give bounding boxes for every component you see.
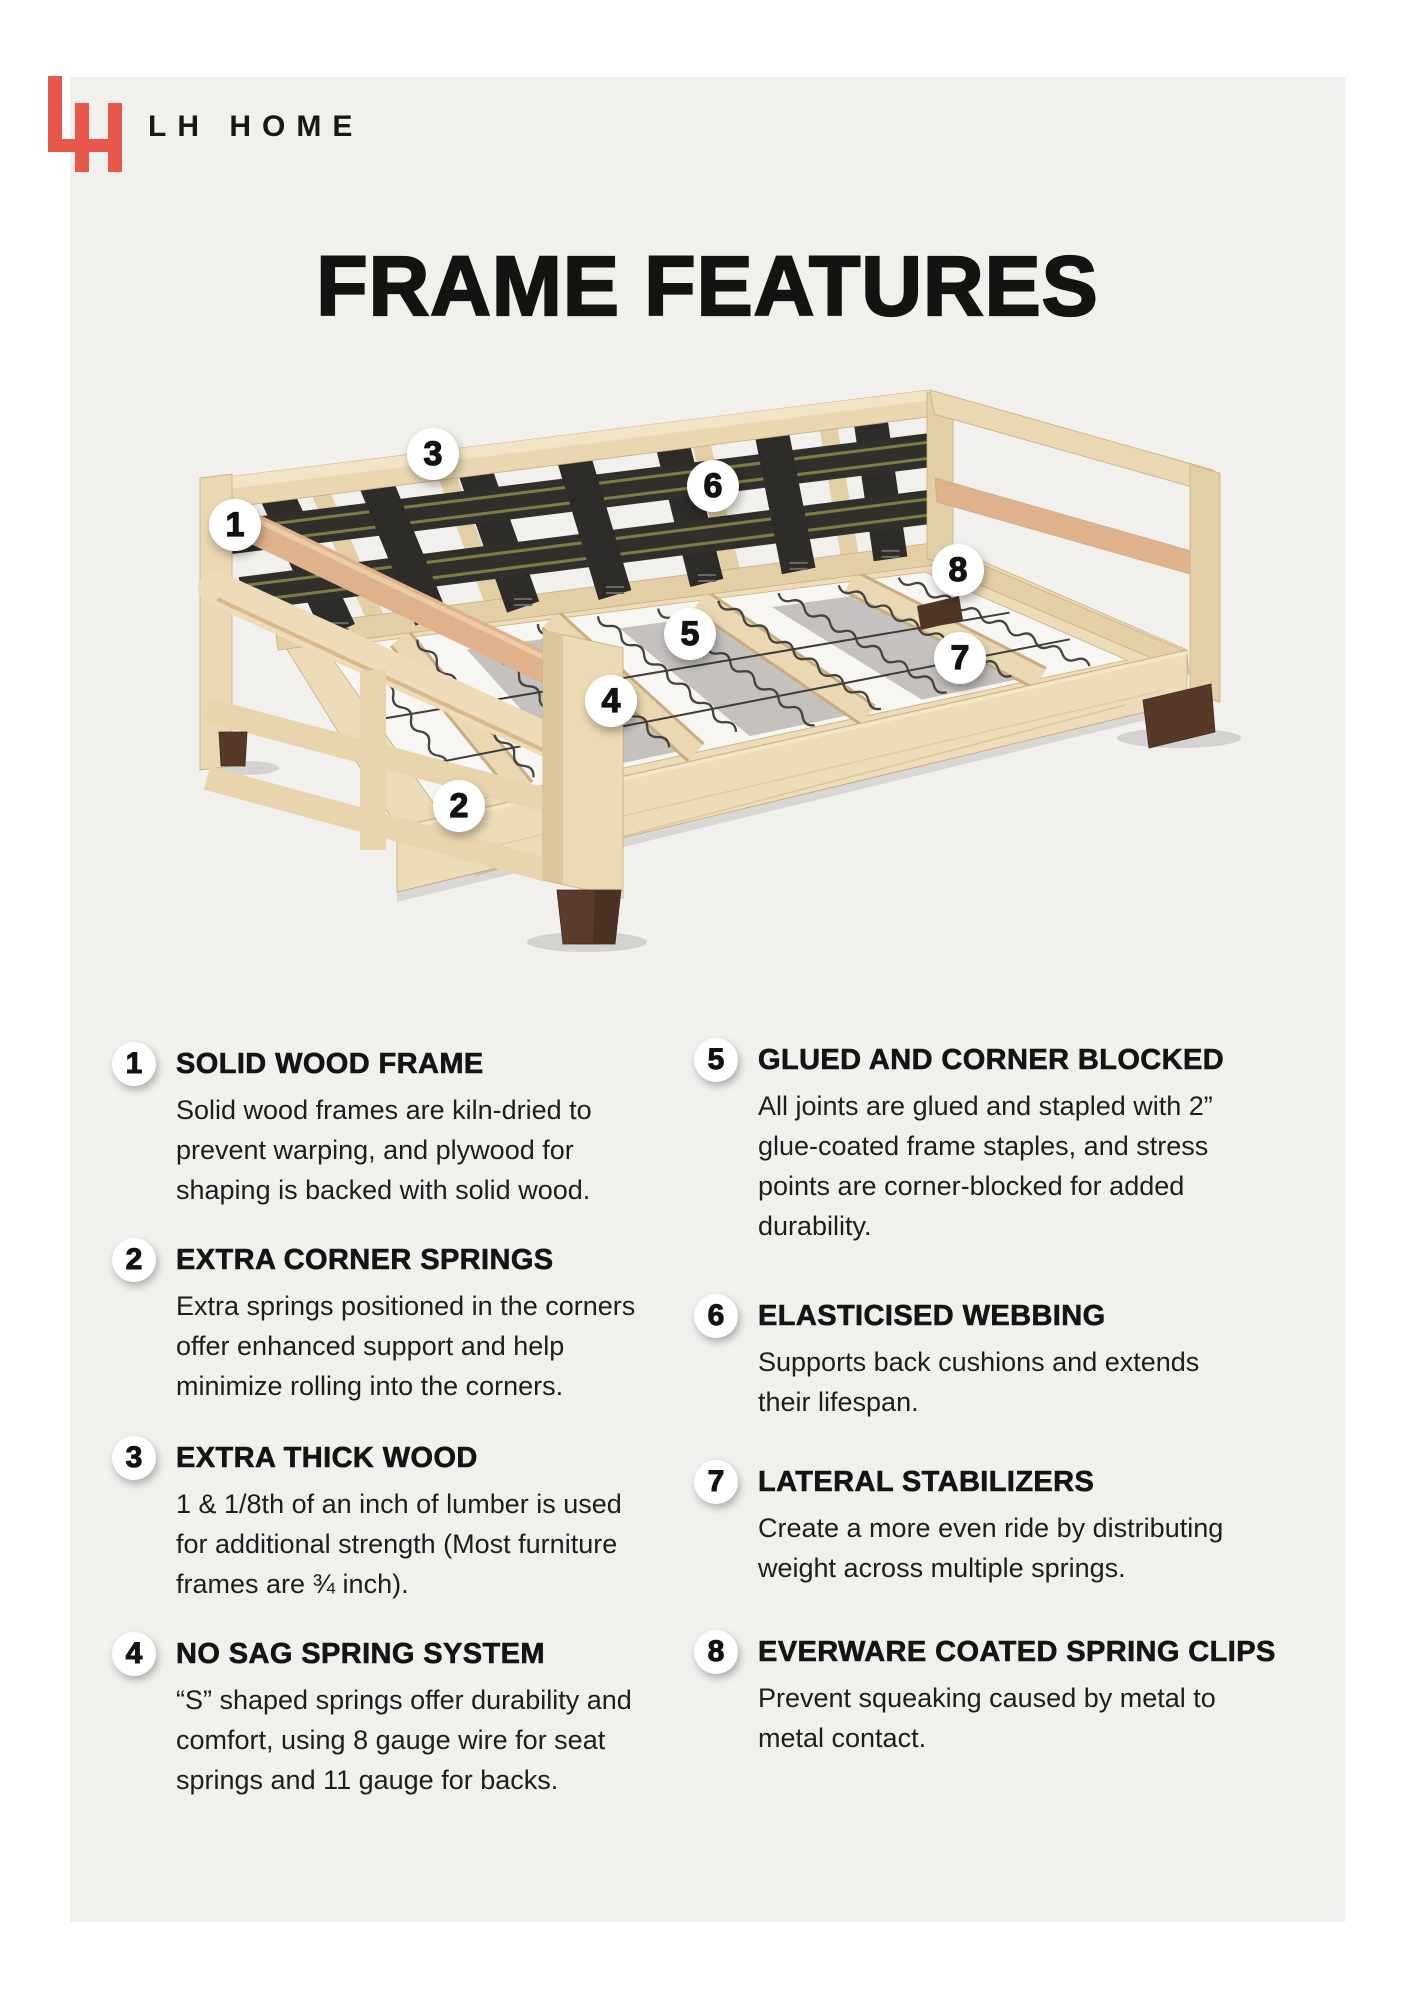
diagram-callout-4: [585, 675, 637, 727]
feature-number-badge: [112, 1238, 156, 1282]
callout-number: 7: [950, 638, 970, 677]
callout-number: 5: [680, 614, 700, 653]
callout-number: 8: [948, 550, 968, 589]
feature-item-2: [112, 1236, 712, 1406]
diagram-callout-1: [209, 499, 261, 551]
diagram-callout-6: [687, 460, 739, 512]
feature-body: Solid wood frames are kiln-dried to prevent warping, and plywood for shaping is backed with solid wood.: [176, 1095, 592, 1205]
feature-number-badge: [112, 1632, 156, 1676]
callout-number: 1: [225, 505, 245, 544]
feature-heading: GLUED AND CORNER BLOCKED: [758, 1044, 1225, 1076]
page-title: FRAME FEATURES: [316, 239, 1099, 333]
feature-number: 5: [707, 1043, 725, 1076]
sofa-frame-illustration: [175, 330, 1280, 955]
callout-number: 4: [601, 681, 621, 720]
feature-number-badge: [694, 1630, 738, 1674]
feature-body: Supports back cushions and extends their lifespan.: [758, 1347, 1200, 1417]
feature-item-1: [112, 1040, 712, 1210]
feature-heading: LATERAL STABILIZERS: [758, 1466, 1095, 1498]
feature-number: 1: [125, 1047, 143, 1080]
feature-body: Create a more even ride by distributing weight across multiple springs.: [758, 1513, 1224, 1583]
callout-number: 3: [423, 434, 443, 473]
feature-body: “S” shaped springs offer durability and comfort, using 8 gauge wire for seat springs and 11 gauge for backs.: [176, 1685, 632, 1795]
feature-number-badge: [694, 1460, 738, 1504]
diagram-callout-3: [407, 428, 459, 480]
feature-heading: EXTRA THICK WOOD: [176, 1442, 478, 1474]
feature-item-7: [694, 1458, 1334, 1588]
sofa-frame-drawing: [175, 330, 1280, 955]
feature-number: 8: [707, 1635, 725, 1668]
brand-name: LH HOME: [148, 110, 364, 143]
logo-bar: [108, 103, 122, 172]
feature-item-4: [112, 1630, 712, 1800]
feature-heading: SOLID WOOD FRAME: [176, 1048, 484, 1080]
callout-number: 6: [703, 466, 723, 505]
feature-number-badge: [112, 1042, 156, 1086]
feature-heading: EXTRA CORNER SPRINGS: [176, 1244, 554, 1276]
feature-item-5: [694, 1036, 1334, 1246]
diagram-callout-7: [934, 632, 986, 684]
feature-number: 6: [707, 1299, 725, 1332]
diagram-callout-5: [664, 608, 716, 660]
feature-number-badge: [694, 1038, 738, 1082]
feature-number: 2: [125, 1243, 143, 1276]
feature-item-6: [694, 1292, 1334, 1422]
feature-body: All joints are glued and stapled with 2” glue-coated frame staples, and stress points are corner-blocked for added durability.: [758, 1091, 1213, 1241]
feature-body: 1 & 1/8th of an inch of lumber is used for additional strength (Most furniture frames are ¾ inch).: [176, 1489, 622, 1599]
feature-number: 4: [125, 1637, 143, 1670]
diagram-callout-8: [932, 544, 984, 596]
callout-number: 2: [449, 786, 469, 825]
feature-heading: EVERWARE COATED SPRING CLIPS: [758, 1636, 1276, 1668]
feature-item-8: [694, 1628, 1334, 1758]
feature-number: 7: [707, 1465, 725, 1498]
feature-number-badge: [112, 1436, 156, 1480]
logo-bar: [75, 103, 89, 172]
diagram-callout-2: [433, 780, 485, 832]
feature-body: Extra springs positioned in the corners offer enhanced support and help minimize rolling into the corners.: [176, 1291, 636, 1401]
feature-item-3: [112, 1434, 712, 1604]
feature-heading: NO SAG SPRING SYSTEM: [176, 1638, 545, 1670]
feature-number: 3: [125, 1441, 143, 1474]
feature-number-badge: [694, 1294, 738, 1338]
feature-heading: ELASTICISED WEBBING: [758, 1300, 1106, 1332]
feature-body: Prevent squeaking caused by metal to metal contact.: [758, 1683, 1216, 1753]
